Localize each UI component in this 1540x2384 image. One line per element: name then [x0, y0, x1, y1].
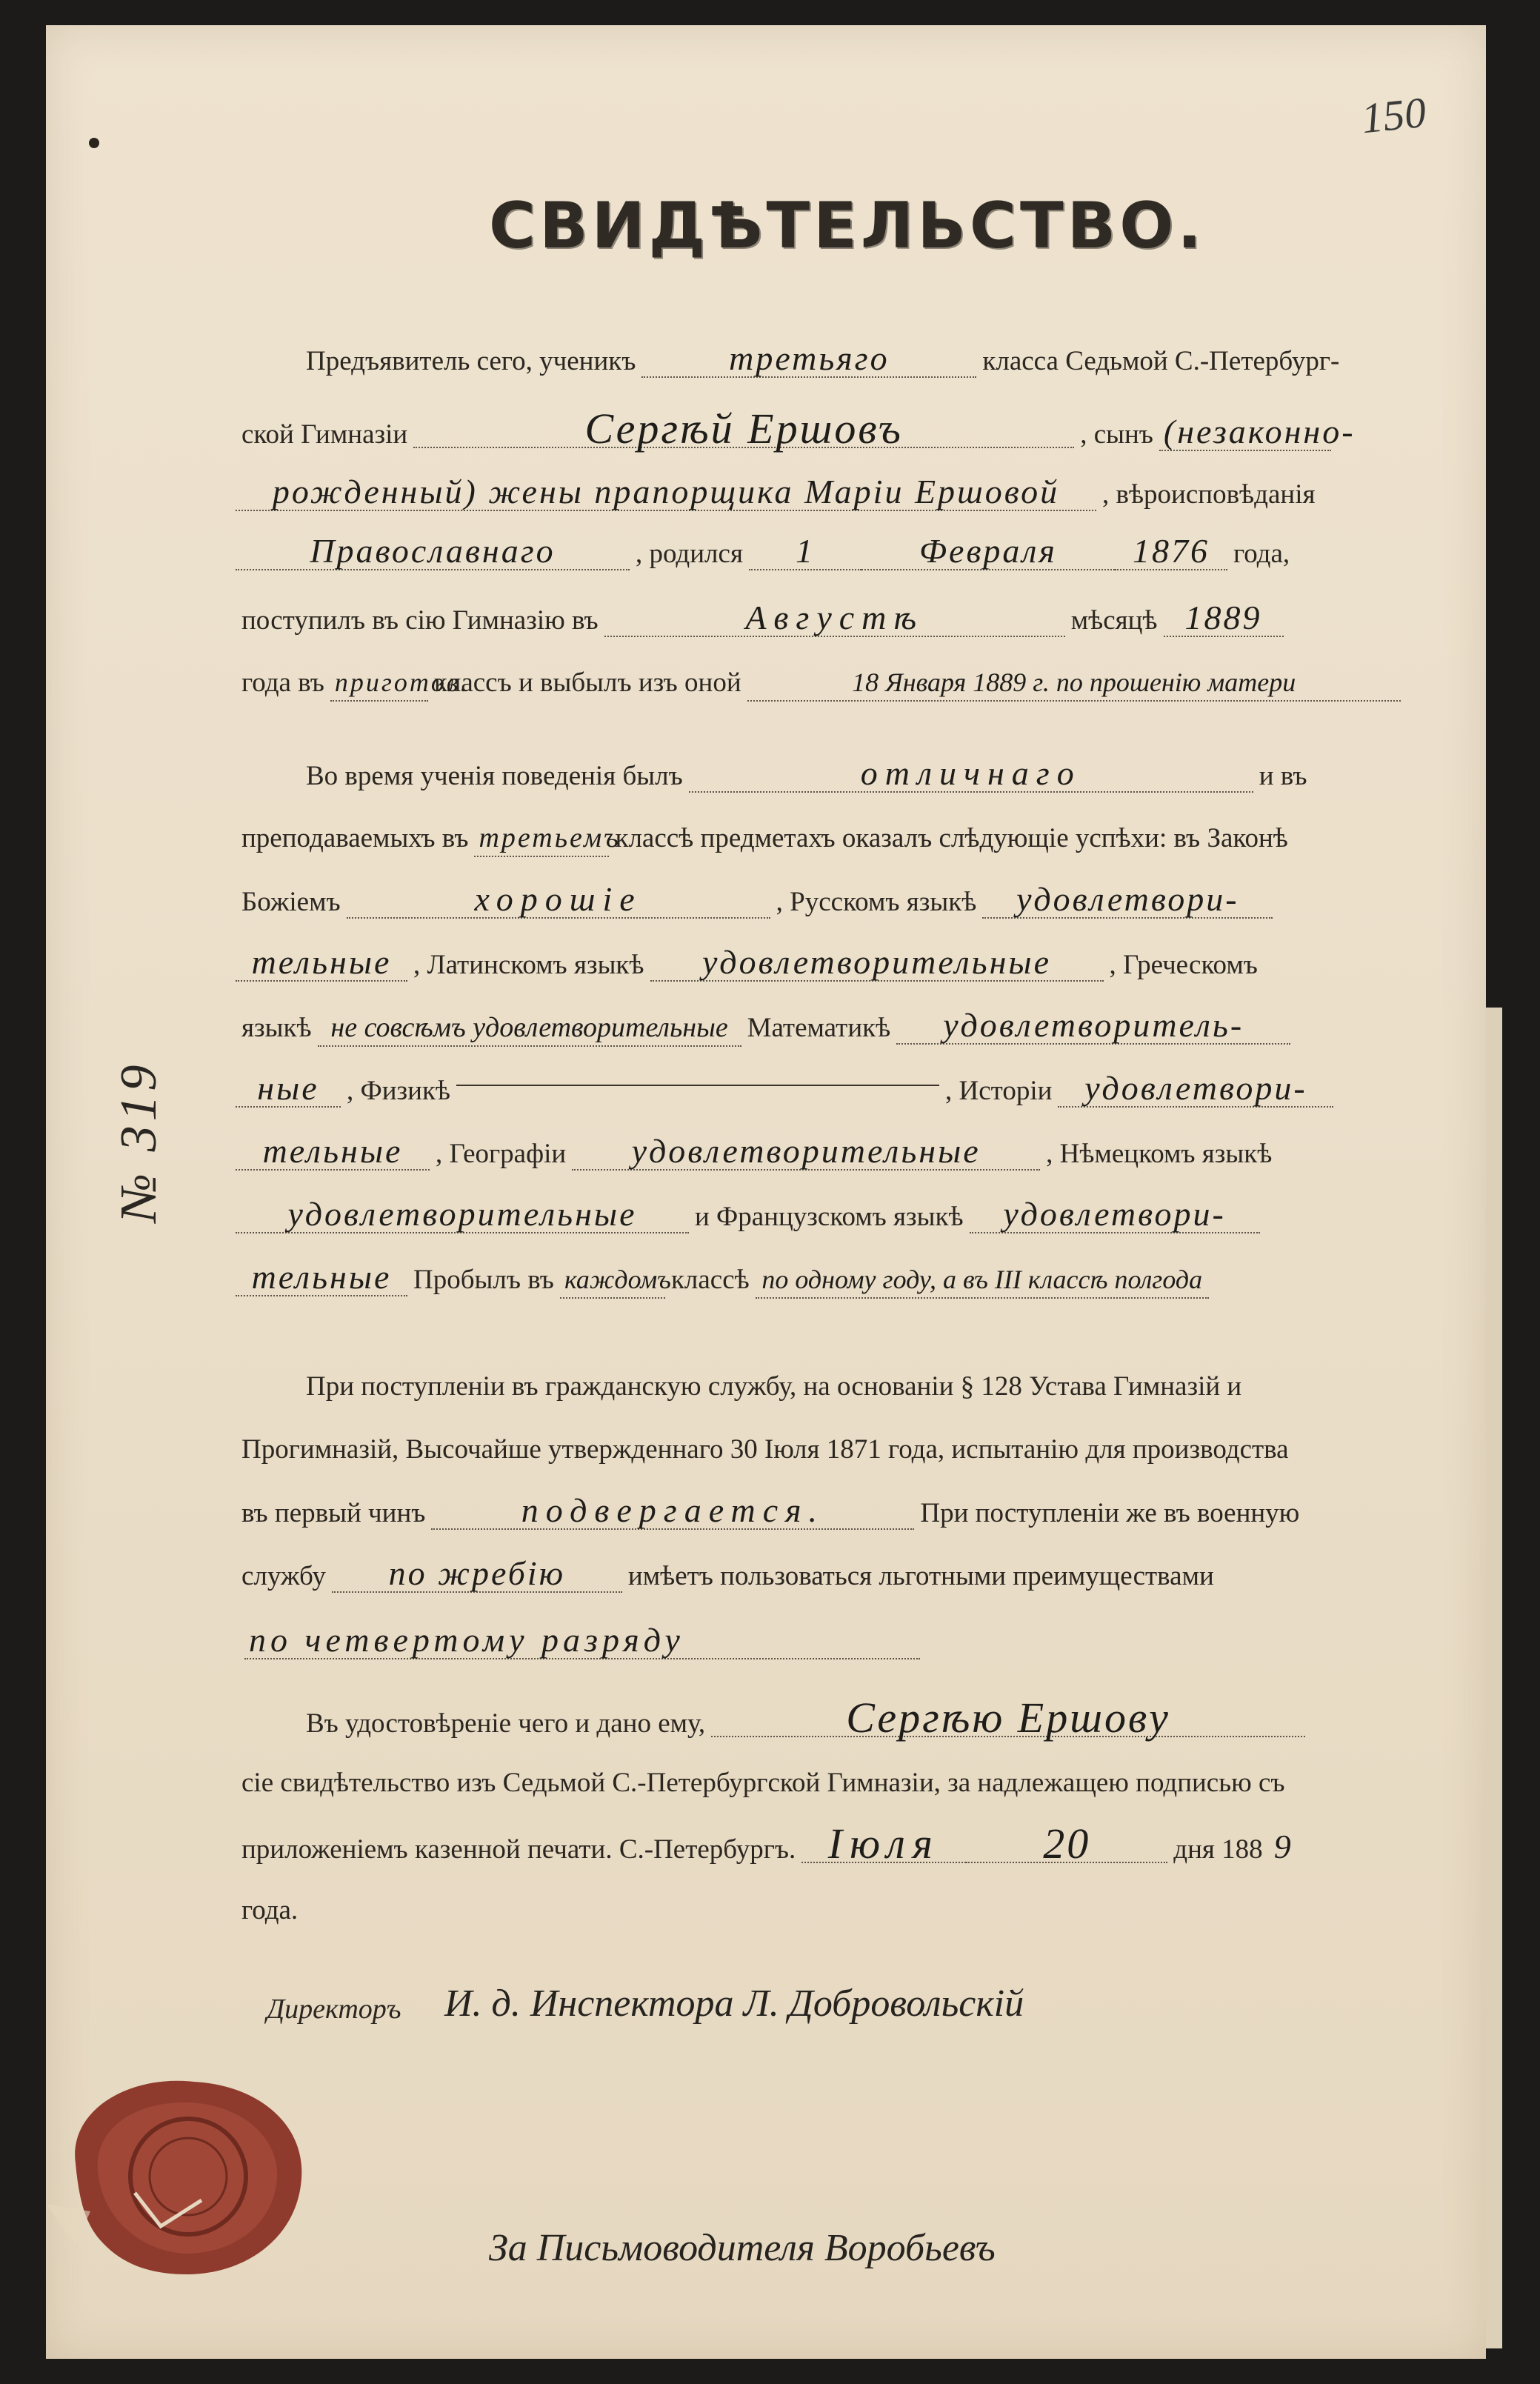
p3-line-2: [236, 1430, 1295, 1470]
label-language: языкѣ: [241, 1013, 312, 1043]
grade-physics-blank: [456, 1085, 939, 1086]
label-seal-place: приложеніемъ казенной печати. С.-Петербургъ.: [241, 1834, 796, 1865]
grade-french-1: удовлетвори-: [970, 1196, 1260, 1233]
field-class-ordinal: третьяго: [641, 341, 976, 378]
ink-dot: [89, 138, 99, 148]
p1-line-1: [300, 341, 1345, 381]
p2-line-3: [236, 882, 1273, 922]
p2-line-2: [236, 819, 1294, 859]
label-law-of-god: Божіемъ: [241, 887, 341, 917]
text-statute: Прогимназій, Высочайше утвержденнаго 30 Іюля 1871 года, испытанію для производства: [241, 1434, 1289, 1465]
field-entry-class: приготов.: [330, 665, 428, 702]
text-civil-service: При поступленіи въ гражданскую службу, на основаніи § 128 Устава Гимназій и: [306, 1371, 1242, 1402]
label-math: Математикѣ: [747, 1013, 891, 1043]
text-certificate-from: сіе свидѣтельство изъ Седьмой С.-Петербургской Гимназіи, за надлежащею подписью съ: [241, 1768, 1285, 1798]
document-title: СВИДѢТЕЛЬСТВО.: [489, 189, 1205, 263]
label-military: При поступленіи же въ военную: [920, 1498, 1300, 1528]
label-year: года,: [1233, 539, 1290, 569]
field-parent-1: (незаконно-: [1159, 414, 1331, 451]
p1-line-6: [236, 663, 1401, 703]
label-latin: , Латинскомъ языкѣ: [413, 950, 644, 980]
grade-law-of-god: хорошіе: [347, 882, 770, 919]
p4-line-3: [236, 1819, 1299, 1868]
register-number: № 319: [110, 1060, 167, 1222]
label-german: , Нѣмецкомъ языкѣ: [1046, 1139, 1273, 1169]
page-number: 150: [1359, 87, 1429, 143]
label-certified: Въ удостовѣреніе чего и дано ему,: [306, 1708, 706, 1739]
p2-line-6: [236, 1071, 1333, 1111]
field-conduct: отличнаго: [689, 756, 1253, 793]
grade-history-1: удовлетвори-: [1058, 1071, 1333, 1108]
clerk-signature: За Письмоводителя Воробьевъ: [489, 2227, 996, 2269]
field-birth-day: 1: [749, 533, 861, 570]
p3-line-5: [244, 1622, 920, 1662]
field-civil-exam: подвергается.: [431, 1493, 914, 1530]
label-taught: преподаваемыхъ въ: [241, 823, 469, 853]
p3-line-3: [236, 1493, 1305, 1533]
label-first-rank: въ первый чинъ: [241, 1498, 426, 1528]
field-privilege-category: по четвертому разряду: [244, 1622, 920, 1659]
field-issue-day: 20: [966, 1826, 1167, 1863]
label-left: классъ и выбылъ изъ оной: [433, 667, 741, 698]
label-year-end: года.: [241, 1895, 299, 1925]
field-religion: Православнаго: [236, 533, 630, 570]
grade-history-2: тельные: [236, 1133, 430, 1171]
label-geography: , Географіи: [436, 1139, 567, 1169]
grade-geography: удовлетворительные: [572, 1133, 1040, 1171]
label-subjects: классѣ предметахъ оказалъ слѣдующіе успѣхи: въ Законѣ: [615, 823, 1288, 853]
p4-line-2: [236, 1763, 1291, 1803]
field-stay-each: каждомъ: [560, 1262, 665, 1299]
grade-german: удовлетворительные: [236, 1196, 689, 1233]
label-day-year: дня 188: [1173, 1834, 1263, 1865]
label-conduct: Во время ученія поведенія былъ: [306, 761, 683, 791]
label-bearer: Предъявитель сего, ученикъ: [306, 346, 636, 376]
field-birth-month: Февраля: [861, 533, 1115, 570]
p3-line-4: [236, 1556, 1220, 1596]
label-class: классѣ: [670, 1265, 750, 1295]
field-entry-year: 1889: [1164, 600, 1284, 637]
field-issue-month: Іюля: [801, 1826, 966, 1863]
label-son: , сынъ: [1080, 419, 1153, 450]
p2-line-8: [236, 1196, 1260, 1236]
label-physics: , Физикѣ: [347, 1076, 451, 1106]
label-service: службу: [241, 1561, 326, 1591]
label-greek: , Греческомъ: [1109, 950, 1258, 980]
label-russian: , Русскомъ языкѣ: [776, 887, 977, 917]
p4-line-4: [236, 1891, 304, 1931]
label-gymnasium: ской Гимназіи: [241, 419, 408, 450]
grade-french-2: тельные: [236, 1259, 407, 1296]
field-entry-month: Августѣ: [604, 600, 1065, 637]
grade-latin: удовлетворительные: [650, 945, 1104, 982]
p2-line-4: [236, 945, 1264, 985]
p2-line-1: [300, 756, 1313, 796]
field-military-basis: по жребію: [332, 1556, 622, 1593]
grade-math-2: ные: [236, 1071, 341, 1108]
label-class-school: класса Седьмой С.-Петербург-: [982, 346, 1340, 376]
wax-seal: [46, 2052, 320, 2289]
p2-line-9: [236, 1259, 1209, 1299]
field-birth-year: 1876: [1115, 533, 1227, 570]
label-year-in: года въ: [241, 667, 324, 698]
label-privileges: имѣетъ пользоваться льготными преимуществами: [627, 1561, 1214, 1591]
grade-math-1: удовлетворитель-: [896, 1008, 1290, 1045]
field-current-class: третьемъ: [474, 820, 609, 857]
p2-line-5: [236, 1008, 1290, 1048]
label-born: , родился: [636, 539, 743, 569]
p1-line-5: [236, 600, 1284, 640]
field-leave-note: 18 Января 1889 г. по прошенію матери: [747, 665, 1401, 702]
p1-line-4: [236, 533, 1296, 573]
label-and: и въ: [1259, 761, 1307, 791]
field-stay-duration: по одному году, а въ III классѣ полгода: [756, 1262, 1209, 1299]
field-issue-year-digit: 9: [1273, 1828, 1293, 1865]
grade-greek: не совсѣмъ удовлетворительные: [318, 1010, 741, 1047]
p1-line-3: [236, 474, 1321, 514]
grade-russian-1: удовлетвори-: [982, 882, 1273, 919]
p3-line-1: [300, 1367, 1247, 1407]
p4-line-1: [300, 1694, 1305, 1742]
label-history: , Исторіи: [945, 1076, 1053, 1106]
field-recipient: Сергѣю Ершову: [711, 1700, 1305, 1737]
grade-russian-2: тельные: [236, 945, 407, 982]
field-parent-2: рожденный) жены прапорщика Маріи Ершовой: [236, 474, 1096, 511]
label-month: мѣсяцѣ: [1070, 605, 1158, 636]
paper-edge: [1486, 1008, 1502, 2348]
p2-line-7: [236, 1133, 1278, 1173]
label-entered: поступилъ въ сію Гимназію въ: [241, 605, 599, 636]
field-student-name: Сергѣй Ершовъ: [413, 411, 1074, 448]
director-label: Директоръ: [267, 1994, 401, 2025]
label-french: и Французскомъ языкѣ: [695, 1202, 964, 1232]
p1-line-2: [236, 404, 1356, 453]
label-stayed: Пробылъ въ: [413, 1265, 554, 1295]
director-signature: И. д. Инспектора Л. Добровольскій: [444, 1982, 1024, 2025]
label-religion: , вѣроисповѣданія: [1102, 479, 1316, 510]
